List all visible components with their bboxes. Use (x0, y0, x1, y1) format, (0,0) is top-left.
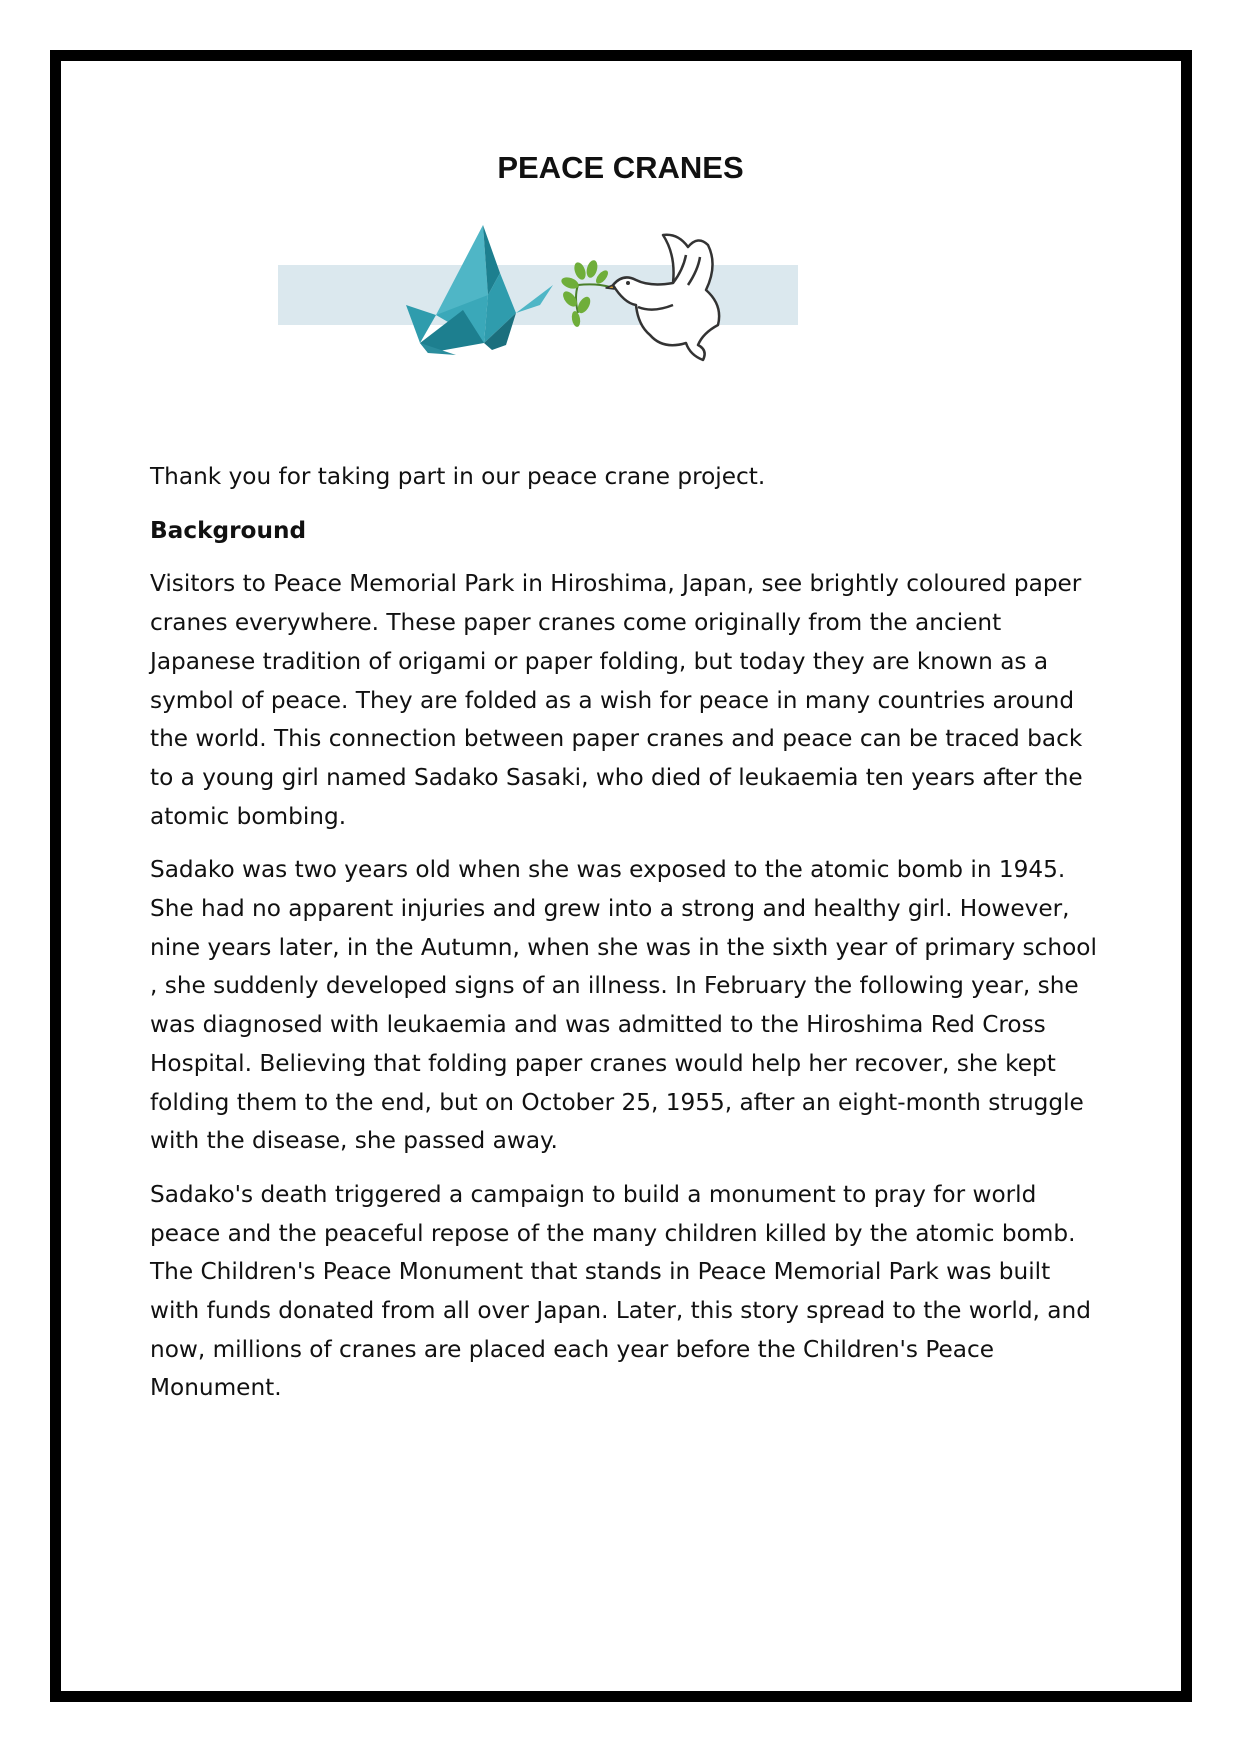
page-title: PEACE CRANES (497, 150, 744, 185)
banner-illustration (278, 225, 798, 395)
document-body (150, 458, 1100, 1423)
peace-dove-icon (606, 235, 719, 360)
intro-text: Thank you for taking part in our peace crane project. (150, 463, 766, 490)
section-heading: Background (150, 516, 307, 544)
body-paragraph-3: Sadako's death triggered a campaign to build a monument to pray for world peace and the peaceful repose of the many children killed by the atomic bomb. The Children's Peace Monument that stands in Peace Memorial Park was built with funds donated from all over Japan. Later, this story spread to the world, and now, millions of cranes are placed each year before the Children's Peace Monument. (150, 1180, 1091, 1402)
body-paragraph-1: Visitors to Peace Memorial Park in Hiroshima, Japan, see brightly coloured paper cranes everywhere. These paper cranes come originally from the ancient Japanese tradition of origami or paper folding, but today they are known as a symbol of peace. They are folded as a wish for peace in many countries around the world. This connection between paper cranes and peace can be traced back to a young girl named Sadako Sasaki, who died of leukaemia ten years after the atomic bombing. (150, 570, 1083, 830)
body-paragraph-2: Sadako was two years old when she was exposed to the atomic bomb in 1945. She had no apparent injuries and grew into a strong and healthy girl. However, nine years later, in the Autumn, when she was in the sixth year of primary school , she suddenly developed signs of an illness. In February the following year, she was diagnosed with leukaemia and was admitted to the Hiroshima Red Cross Hospital. Believing that folding paper cranes would help her recover, she kept folding them to the end, but on October 25, 1955, after an eight-month struggle with the disease, she passed away. (150, 856, 1097, 1155)
